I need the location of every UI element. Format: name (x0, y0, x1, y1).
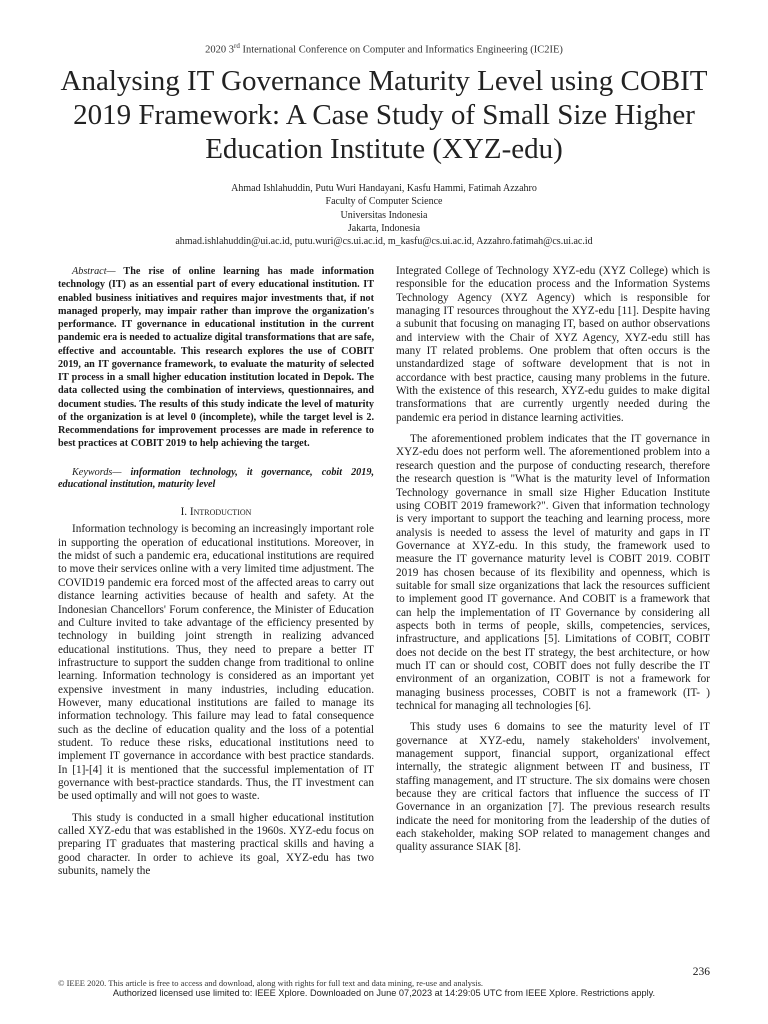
conference-header (0, 42, 768, 56)
author-city: Jakarta, Indonesia (347, 222, 421, 234)
abstract (58, 265, 374, 451)
conference-prefix: 2020 3 (205, 44, 234, 56)
section-number: I. (180, 506, 188, 519)
copyright-notice: © IEEE 2020. This article is free to access and download, along with rights for full text and data mining, re-use and analysis. (58, 978, 484, 988)
right-column (396, 265, 710, 855)
body-paragraph: Integrated College of Technology XYZ-edu (XYZ College) which is responsible for the education process and the Information Systems Technology Agency (XYZ Agency) which is responsible for managing IT resources throughout the XYZ-edu [11]. Despite having a subunit that focusing on managing IT, based on author observations and interview with the Chair of XYZ Agency, XYZ-edu still has many IT related problems. One problem that often occurs is the unstandardized stage of software development that is not in accordance with best practice, causing many problems in the future. With the existence of this research, XYZ-edu guides to make digital transformations that are currently urgently needed during the pandemic era period in distance learning activities. (396, 265, 710, 424)
author-emails: ahmad.ishlahuddin@ui.ac.id, putu.wuri@cs.ui.ac.id, m_kasfu@cs.ui.ac.id, Azzahro.fatimah@cs.ui.ac.id (175, 236, 593, 248)
author-university: Universitas Indonesia (340, 209, 428, 221)
abstract-label: Abstract— (72, 266, 116, 277)
body-paragraph: The aforementioned problem indicates that the IT governance in XYZ-edu does not perform well. The aforementioned problem into a research question and the purpose of conducting research, therefore the research question is "What is the maturity level of Information Technology governance in small size Higher Education Institute using COBIT 2019 framework?". Given that information technology is very important to support the teaching and learning process, more analysis is needed to assess the level of maturity and gaps in IT Governance at XYZ-edu. In this study, the framework used to measure the IT governance maturity level is COBIT 2019. COBIT 2019 has chosen because of its flexibility and openness, which is suitable for small size organizations that lack the resources sufficient to implement good IT governance. And COBIT is a framework that can help the implementation of IT Governance by considering all aspects both in terms of people, skills, competencies, services, infrastructure, and applications [5]. Limitations of COBIT, COBIT does not decide on the best IT strategy, the best architecture, or how much IT can or should cost, COBIT does not fully describe the IT environment of an organization, COBIT is not a framework for managing business processes, COBIT is not a framework (IT- ) technical for managing all technologies [6]. (396, 433, 710, 712)
abstract-text: The rise of online learning has made information technology (IT) as an essential part of every educational institution. IT enabled business initiatives and requires major investments that, if not managed properly, may impair rather than improve the organization's performance. IT governance in educational institution in the current pandemic era is needed to actualize digital transformations that are safe, effective and accountable. This research explores the use of COBIT 2019, an IT governance framework, to evaluate the maturity of selected IT process in a small higher education institution located in Depok. The data collected using the combination of interviews, questionnaires, and document studies. The results of this study indicate the level of maturity of the organization is at level 0 (incomplete), while the target level is 2. Recommendations for improvement processes are made in reference to best practices at COBIT 2019 to help achieving the target. (58, 266, 374, 450)
paper-title: Analysing IT Governance Maturity Level using COBIT 2019 Framework: A Case Study of Small Size Higher Education Institute (XYZ-edu) (60, 65, 708, 165)
author-faculty: Faculty of Computer Science (325, 196, 443, 208)
left-column (58, 265, 374, 878)
keywords-label: Keywords— (72, 466, 122, 478)
author-names: Ahmad Ishlahuddin, Putu Wuri Handayani, Kasfu Hammi, Fatimah Azzahro (231, 183, 537, 194)
conference-name: International Conference on Computer and Informatics Engineering (IC2IE) (239, 44, 563, 56)
keywords-text: information technology, it governance, cobit 2019, educational institution, maturity level (58, 466, 374, 491)
body-paragraph: Information technology is becoming an increasingly important role in supporting the operation of educational institutions. Moreover, in the midst of such a pandemic era, educational institutions are required to move their services online with a very limited time adjustment. The COVID19 pandemic era forced most of the affected areas to carry out distance learning activities because of health and safety. At the Indonesian Chancellors' Forum conference, the Minister of Education and Culture invited to take advantage of the efficiency presented by technology in building joint strength in realizing advanced educational institutions. Thus, they need to prepare a better IT infrastructure to support the sudden change from traditional to online learning. Information technology is considered as an important yet expensive investment in many industries, including education. However, many educational institutions are failed to manage its information technology. This failure may lead to fatal consequence such as the decline of education quality and the loss of a potential student. To reduce these risks, educational institutions need to implement IT governance in accordance with best practice standards. In [1]-[4] it is mentioned that the successful implementation of IT governance with best-practice standards. Thus, the IT investment can be used optimally and will not goes to waste. (58, 523, 374, 803)
body-paragraph: This study is conducted in a small higher educational institution called XYZ-edu that was established in the 1960s. XYZ-edu focus on preparing IT graduates that mastering practical skills and having a good character. In order to achieve its goal, XYZ-edu has two subunits, namely the (58, 811, 374, 878)
section-title: Introduction (189, 506, 252, 519)
license-notice: Authorized licensed use limited to: IEEE Xplore. Downloaded on June 07,2023 at 14:29:05 UTC from IEEE Xplore. Restrictions apply. (112, 988, 656, 998)
author-block (60, 182, 708, 248)
conference-superscript: rd (233, 42, 240, 50)
keywords (58, 467, 374, 493)
page-number: 236 (692, 966, 710, 978)
section-heading-introduction (58, 506, 374, 519)
body-paragraph: This study uses 6 domains to see the maturity level of IT governance at XYZ-edu, namely stakeholders' involvement, management support, financial support, organizational effect internally, the strategic alignment between IT and business, IT staffing management, and IT structure. The six domains were chosen because they are critical factors that influence the success of IT Governance in an organization [7]. The previous research results indicate the need for monitoring from the leadership of the duties of each stakeholder, making SOP related to management changes and quality assurance SIAK [8]. (396, 721, 710, 854)
